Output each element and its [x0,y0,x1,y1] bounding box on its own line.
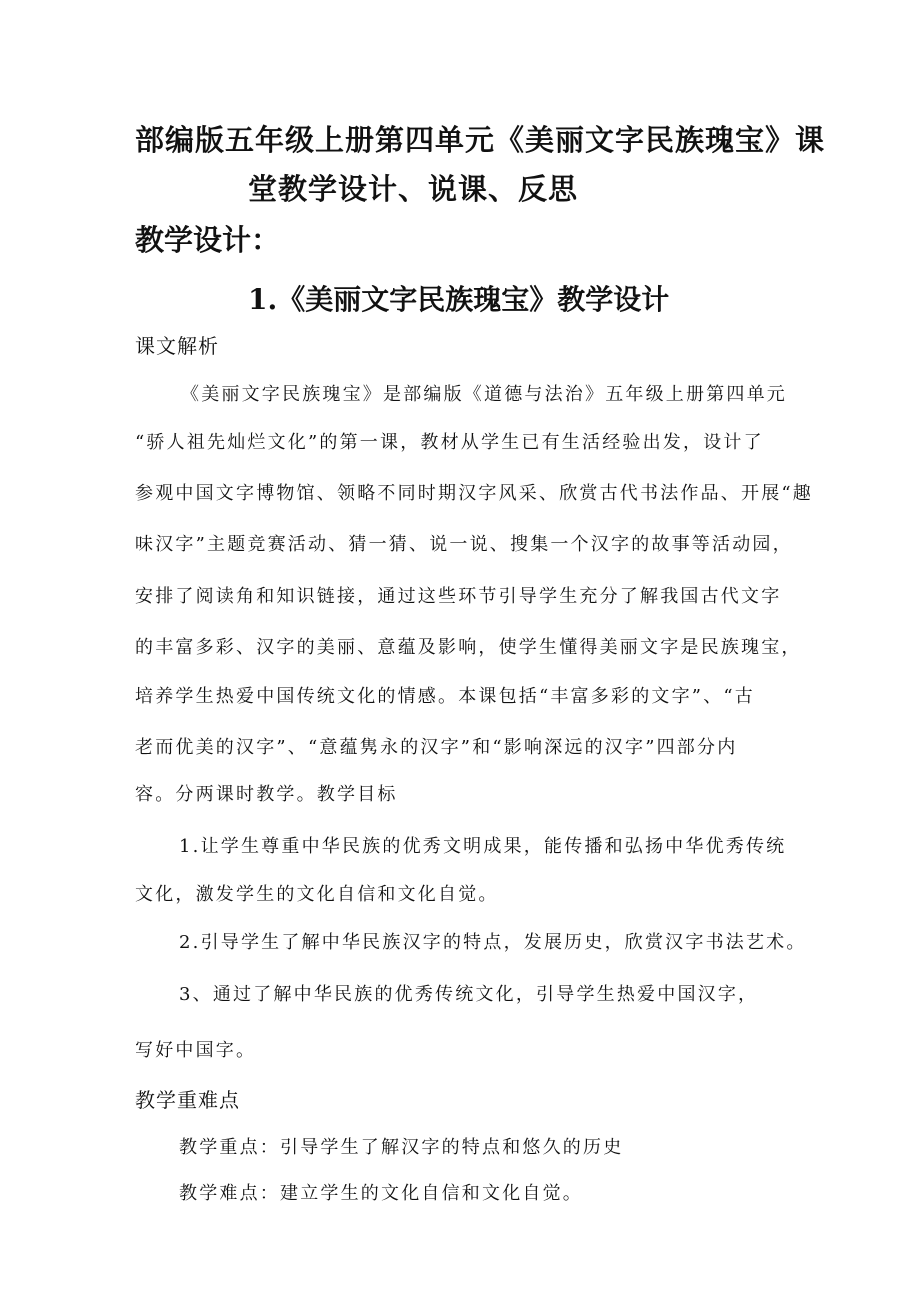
goal-line: 2.引导学生了解中华民族汉字的特点，发展历史，欣赏汉字书法艺术。 [179,932,807,953]
key-point-line: 教学重点：引导学生了解汉字的特点和悠久的历史 [179,1137,624,1158]
document-title-line-2: 堂教学设计、说课、反思 [248,172,579,206]
difficult-point-line: 教学难点：建立学生的文化自信和文化自觉。 [179,1183,583,1204]
analysis-line: 的丰富多彩、汉字的美丽、意蕴及影响，使学生懂得美丽文字是民族瑰宝， [135,637,802,658]
analysis-line: 参观中国文字博物馆、领略不同时期汉字风采、欣赏古代书法作品、开展“趣 [135,483,813,504]
analysis-line: 味汉字”主题竞赛活动、猜一猜、说一说、搜集一个汉字的故事等活动园， [135,534,793,555]
goal-line: 1.让学生尊重中华民族的优秀文明成果，能传播和弘扬中华优秀传统 [179,836,787,857]
section-label: 教学设计： [135,223,281,257]
key-points-heading: 教学重难点 [135,1088,240,1112]
analysis-line: “骄人祖先灿烂文化”的第一课，教材从学生已有生活经验出发，设计了 [135,432,764,453]
analysis-line: 老而优美的汉字”、“意蕴隽永的汉字”和“影响深远的汉字”四部分内 [135,737,738,758]
analysis-heading: 课文解析 [135,334,219,358]
goal-line: 3、通过了解中华民族的优秀传统文化，引导学生热爱中国汉字， [179,984,759,1005]
analysis-line: 《美丽文字民族瑰宝》是部编版《道德与法治》五年级上册第四单元 [181,384,787,405]
analysis-line: 安排了阅读角和知识链接，通过这些环节引导学生充分了解我国古代文字 [135,586,782,607]
goal-line: 写好中国字。 [135,1040,257,1061]
goal-line: 文化，激发学生的文化自信和文化自觉。 [135,884,499,905]
analysis-line: 容。分两课时教学。教学目标 [135,784,398,805]
analysis-line: 培养学生热爱中国传统文化的情感。本课包括“丰富多彩的文字”、“古 [135,686,756,707]
document-title-line-1: 部编版五年级上册第四单元《美丽文字民族瑰宝》课 [135,123,826,157]
lesson-title: 1.《美丽文字民族瑰宝》教学设计 [248,283,670,316]
